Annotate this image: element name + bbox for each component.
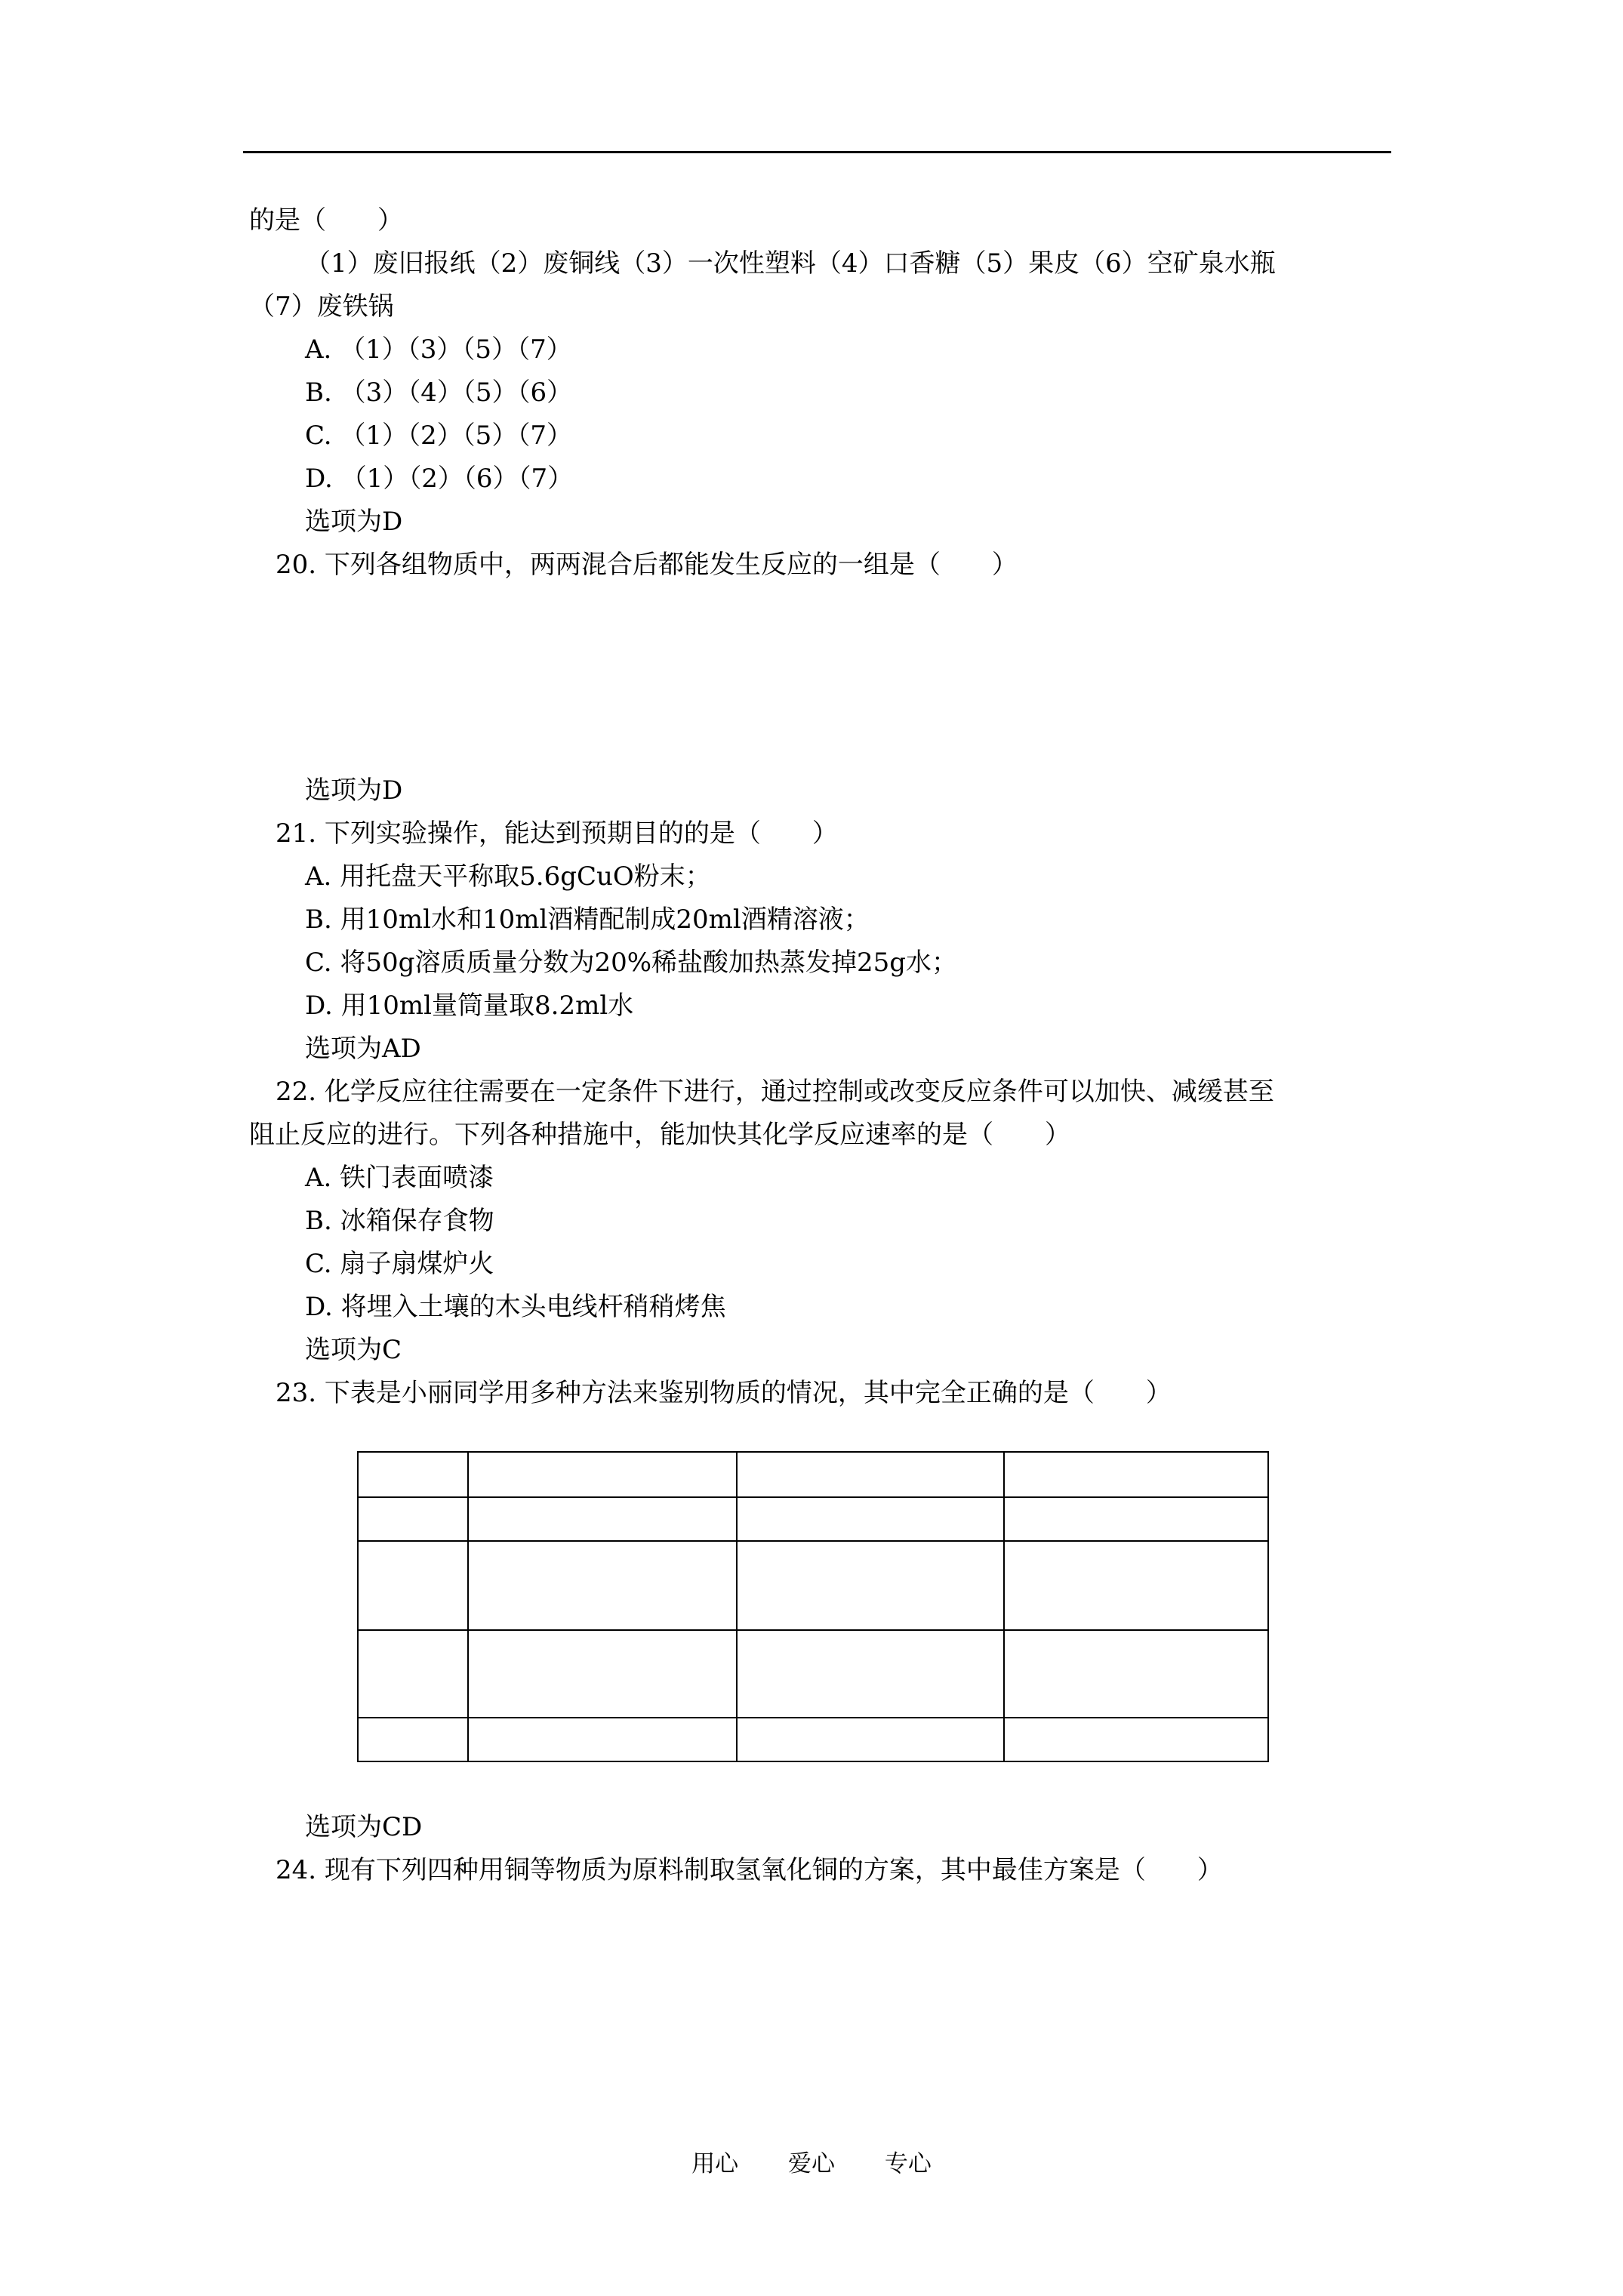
table-col-divider xyxy=(1003,1451,1005,1762)
option-d: D. 将埋入土壤的木头电线杆稍稍烤焦 xyxy=(305,1292,726,1322)
table-row-divider xyxy=(357,1717,1269,1718)
answer-20: 选项为D xyxy=(305,775,403,806)
option-c: C. （1）（2）（5）（7） xyxy=(305,421,572,451)
footer-word: 用心 xyxy=(691,2150,739,2177)
option-a: A. （1）（3）（5）（7） xyxy=(305,334,572,365)
page-footer xyxy=(0,2149,1623,2179)
table-border xyxy=(357,1451,1269,1453)
question-19-items: （1）废旧报纸（2）废铜线（3）一次性塑料（4）口香糖（5）果皮（6）空矿泉水瓶 xyxy=(305,248,1276,279)
question-24: 24. 现有下列四种用铜等物质为原料制取氢氧化铜的方案，其中最佳方案是（ ） xyxy=(276,1855,1223,1885)
answer-21: 选项为AD xyxy=(305,1034,421,1064)
table-border xyxy=(357,1761,1269,1762)
option-d: D. （1）（2）（6）（7） xyxy=(305,464,574,494)
question-20: 20. 下列各组物质中，两两混合后都能发生反应的一组是（ ） xyxy=(276,550,1018,580)
table-border xyxy=(1267,1451,1269,1762)
option-a: A. 用托盘天平称取5.6gCuO粉末； xyxy=(305,861,711,892)
table-row-divider xyxy=(357,1540,1269,1542)
question-22-line1: 22. 化学反应往往需要在一定条件下进行，通过控制或改变反应条件可以加快、减缓甚至 xyxy=(276,1077,1274,1107)
option-c: C. 扇子扇煤炉火 xyxy=(305,1249,494,1279)
question-22-line2: 阻止反应的进行。下列各种措施中，能加快其化学反应速率的是（ ） xyxy=(249,1120,1070,1150)
table-row-divider xyxy=(357,1629,1269,1631)
footer-word: 爱心 xyxy=(788,2150,835,2177)
question-19-stem-tail: 的是（ ） xyxy=(249,205,403,236)
question-21: 21. 下列实验操作，能达到预期目的的是（ ） xyxy=(276,818,838,849)
question-19-items-cont: （7）废铁锅 xyxy=(249,291,394,322)
option-b: B. （3）（4）（5）（6） xyxy=(305,378,573,408)
table-border xyxy=(357,1451,359,1762)
footer-word: 专心 xyxy=(884,2150,932,2177)
option-b: B. 冰箱保存食物 xyxy=(305,1206,494,1236)
option-a: A. 铁门表面喷漆 xyxy=(305,1163,494,1193)
table-row-divider xyxy=(357,1496,1269,1498)
answer-table xyxy=(357,1451,1269,1762)
answer-23: 选项为CD xyxy=(305,1812,423,1842)
header-rule xyxy=(243,151,1391,153)
table-col-divider xyxy=(736,1451,738,1762)
option-d: D. 用10ml量筒量取8.2ml水 xyxy=(305,991,634,1021)
question-23: 23. 下表是小丽同学用多种方法来鉴别物质的情况，其中完全正确的是（ ） xyxy=(276,1378,1172,1408)
answer-19: 选项为D xyxy=(305,507,403,537)
option-c: C. 将50g溶质质量分数为20%稀盐酸加热蒸发掉25g水； xyxy=(305,948,958,978)
table-col-divider xyxy=(467,1451,469,1762)
option-b: B. 用10ml水和10ml酒精配制成20ml酒精溶液； xyxy=(305,905,870,935)
answer-22: 选项为C xyxy=(305,1335,402,1365)
